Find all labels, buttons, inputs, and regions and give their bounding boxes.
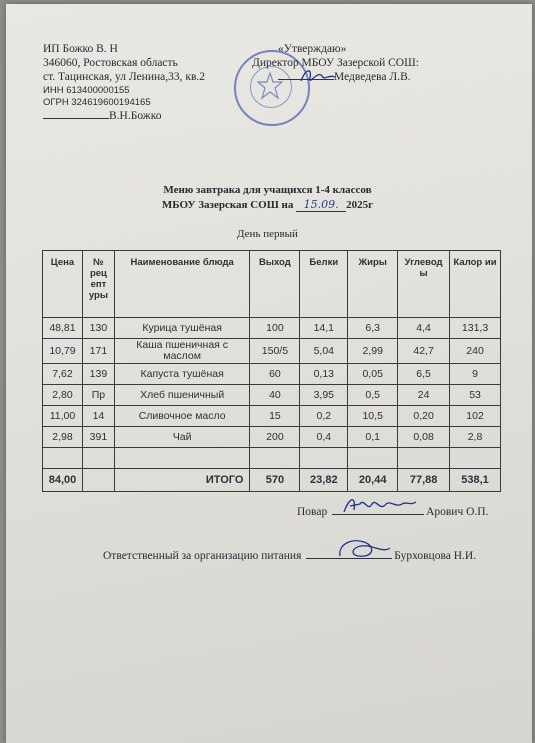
cell: 200 [250,427,300,448]
cell [250,448,300,469]
cell: 131,3 [450,318,501,339]
approval-label: «Утверждаю» [278,43,347,55]
cell: 2,80 [43,385,83,406]
table-total-row [43,469,501,492]
cell: 130 [82,318,114,339]
menu-school: МБОУ Зазерская СОШ на [161,199,294,211]
approval-position: Директор МБОУ Зазерской СОШ: [252,57,419,70]
cell: 48,81 [43,318,83,339]
total-label: ИТОГО [114,469,250,492]
cell: 100 [250,318,300,339]
table-row [43,406,501,427]
cell: Каша пшеничная с маслом [114,339,250,364]
cell: 60 [250,364,300,385]
director-signature [298,66,338,88]
menu-date: 15.09. [303,198,339,211]
cell: 14 [82,406,114,427]
cell: Чай [114,427,250,448]
cell: 0,2 [300,406,348,427]
issuer-region: 346060, Ростовская область [43,57,178,70]
responsible-label: Ответственный за организацию питания [103,550,302,562]
total-price: 84,00 [43,469,83,492]
issuer-signer: В.Н.Божко [109,109,162,122]
col-price: Цена [43,251,83,318]
cell: 14,1 [300,318,348,339]
cell: 10,79 [43,339,83,364]
table-row [43,427,501,448]
menu-year: 2025г [346,199,374,211]
cell: 42,7 [398,339,450,364]
cook-name: Арович О.П. [426,506,489,518]
issuer-inn: ИНН 613400000155 [43,84,130,96]
table-row [43,339,501,364]
col-protein: Белки [300,251,348,318]
col-recipe: № рец епт уры [82,251,114,318]
cell: 40 [250,385,300,406]
cell: 0,05 [348,364,398,385]
col-carbs: Углевод ы [398,251,450,318]
col-calories: Калор ии [450,251,501,318]
cell: 15 [250,406,300,427]
col-fat: Жиры [348,251,398,318]
cell: Хлеб пшеничный [114,385,250,406]
cell [348,448,398,469]
table-row [43,364,501,385]
cell: Пр [82,385,114,406]
cell [82,469,114,492]
cell: 171 [82,339,114,364]
cell: 0,13 [300,364,348,385]
cell: 6,5 [398,364,450,385]
cell: 53 [450,385,501,406]
issuer-name: ИП Божко В. Н [43,43,118,55]
cell: Сливочное масло [114,406,250,427]
cell: 0,1 [348,427,398,448]
cell: 150/5 [250,339,300,364]
cell: 4,4 [398,318,450,339]
menu-day: День первый [237,228,298,240]
cell: 7,62 [43,364,83,385]
total-protein: 23,82 [300,469,348,492]
cell [82,448,114,469]
table-header-row [43,251,501,318]
cell: 24 [398,385,450,406]
cell: 0,4 [300,427,348,448]
cell: 3,95 [300,385,348,406]
col-dish: Наименование блюда [114,251,250,318]
table-row [43,385,501,406]
total-yield: 570 [250,469,300,492]
issuer-ogrn: ОГРН 324619600194165 [43,96,151,108]
responsible-signature [334,534,394,564]
cell [300,448,348,469]
total-calories: 538,1 [450,469,501,492]
issuer-block [43,42,205,123]
cell: 139 [82,364,114,385]
cell [114,448,250,469]
issuer-address: ст. Тацинская, ул Ленина,33, кв.2 [43,71,205,84]
cell: 2,99 [348,339,398,364]
total-fat: 20,44 [348,469,398,492]
cell: 2,8 [450,427,501,448]
cell: 6,3 [348,318,398,339]
col-yield: Выход [250,251,300,318]
cell: 0,5 [348,385,398,406]
cell [43,448,83,469]
menu-subtitle [0,198,535,212]
table-row [43,318,501,339]
cell: 391 [82,427,114,448]
cell: 0,08 [398,427,450,448]
cell: Курица тушёная [114,318,250,339]
cell: 9 [450,364,501,385]
approval-name: Медведева Л.В. [334,71,411,84]
responsible-name: Бурховцова Н.И. [394,550,477,562]
menu-title: Меню завтрака для учащихся 1-4 классов [163,184,372,196]
cell: 10,5 [348,406,398,427]
cell: 102 [450,406,501,427]
cook-label: Повар [297,506,328,518]
issuer-signer-line [43,109,205,123]
cell: 0,20 [398,406,450,427]
menu-table [42,250,501,492]
cell: Капуста тушёная [114,364,250,385]
cell [450,448,501,469]
cell: 11,00 [43,406,83,427]
cell [398,448,450,469]
total-carbs: 77,88 [398,469,450,492]
cook-signature [340,492,420,520]
table-row-empty [43,448,501,469]
responsible-line [103,550,476,562]
cell: 2,98 [43,427,83,448]
cell: 5,04 [300,339,348,364]
cell: 240 [450,339,501,364]
